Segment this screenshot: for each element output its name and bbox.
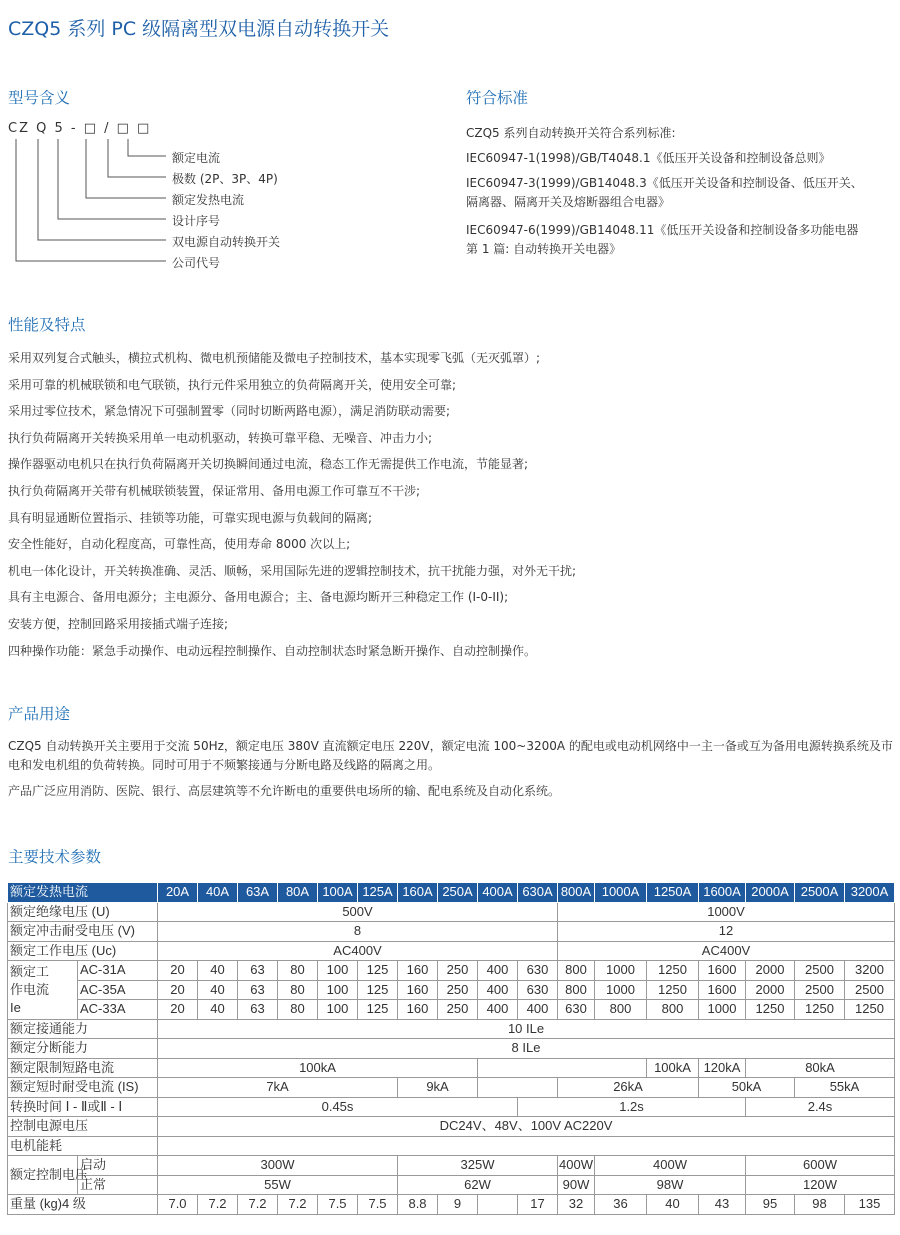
- table-cell: 160: [398, 961, 438, 981]
- table-cell: 250: [438, 980, 478, 1000]
- feature-item: 具有主电源合、备用电源分；主电源分、备用电源合；主、备电源均断开三种稳定工作 (I-0-II);: [8, 590, 509, 605]
- table-cell: 7kA: [158, 1078, 398, 1098]
- table-cell: 98: [795, 1195, 845, 1215]
- row-label: 额定分断能力: [8, 1039, 158, 1059]
- table-cell: 90W: [558, 1175, 595, 1195]
- header-cell: 800A: [558, 883, 595, 903]
- bracket-line-1: [128, 139, 166, 156]
- feature-item: 机电一体化设计，开关转换准确、灵活、顺畅，采用国际先进的逻辑控制技术，抗干扰能力强，对外无干扰;: [8, 563, 577, 578]
- table-cell: 300W: [158, 1156, 398, 1176]
- table-row: [8, 902, 895, 922]
- legend-poles: 极数 (2P、3P、4P): [172, 172, 278, 186]
- table-row: [8, 1195, 895, 1215]
- table-cell: 2500: [795, 961, 845, 981]
- table-cell: 40: [198, 980, 238, 1000]
- table-cell: 1600: [699, 980, 746, 1000]
- header-cell: 250A: [438, 883, 478, 903]
- model-code: CZ Q 5 - □ / □ □: [8, 121, 152, 136]
- table-cell: 160: [398, 1000, 438, 1020]
- row-label: 额定冲击耐受电压 (V): [8, 922, 158, 942]
- table-cell: 9kA: [398, 1078, 478, 1098]
- table-cell: 40: [198, 961, 238, 981]
- table-row: [8, 941, 895, 961]
- standards-line: CZQ5 系列自动转换开关符合系列标准:: [466, 126, 676, 140]
- bracket-line-4: [58, 139, 166, 219]
- row-label-work-current: [8, 961, 78, 1020]
- table-cell: 100: [318, 980, 358, 1000]
- table-cell: 630: [518, 961, 558, 981]
- table-cell: 400W: [558, 1156, 595, 1176]
- table-cell: 40: [647, 1195, 699, 1215]
- row-label: 额定短时耐受电流 (IS): [8, 1078, 158, 1098]
- header-cell: 3200A: [845, 883, 895, 903]
- table-cell: 10 ILe: [158, 1019, 895, 1039]
- table-cell: 2500: [845, 980, 895, 1000]
- table-cell: 36: [595, 1195, 647, 1215]
- table-cell: 43: [699, 1195, 746, 1215]
- table-cell: 1250: [647, 980, 699, 1000]
- row-label: 额定绝缘电压 (U): [8, 902, 158, 922]
- legend-design-number: 设计序号: [172, 214, 221, 228]
- table-cell: 630: [518, 980, 558, 1000]
- table-cell: 7.2: [278, 1195, 318, 1215]
- feature-item: 操作器驱动电机只在执行负荷隔离开关切换瞬间通过电流，稳态工作无需提供工作电流，节能显著;: [8, 457, 529, 472]
- table-row: [8, 1058, 895, 1078]
- usage-heading: 产品用途: [8, 705, 71, 723]
- table-cell: 32: [558, 1195, 595, 1215]
- header-cell: 400A: [478, 883, 518, 903]
- table-cell: 55kA: [795, 1078, 895, 1098]
- table-cell: 135: [845, 1195, 895, 1215]
- table-row: [8, 1019, 895, 1039]
- table-cell: 8: [158, 922, 558, 942]
- table-cell: 100: [318, 1000, 358, 1020]
- table-cell: 400W: [595, 1156, 746, 1176]
- table-row: [8, 1117, 895, 1137]
- table-row: [8, 1039, 895, 1059]
- table-cell: 7.5: [318, 1195, 358, 1215]
- table-cell: 800: [558, 980, 595, 1000]
- header-cell: 1000A: [595, 883, 647, 903]
- table-cell: 2500: [795, 980, 845, 1000]
- model-heading: 型号含义: [8, 89, 71, 107]
- row-label: 额定接通能力: [8, 1019, 158, 1039]
- standards-line: IEC60947-3(1999)/GB14048.3《低压开关设备和控制设备、低压开关、: [466, 176, 863, 190]
- row-label: 电机能耗: [8, 1136, 158, 1156]
- table-cell: 250: [438, 961, 478, 981]
- table-row: [8, 1078, 895, 1098]
- row-sublabel: AC-35A: [78, 980, 158, 1000]
- table-cell: 500V: [158, 902, 558, 922]
- header-cell: 2500A: [795, 883, 845, 903]
- table-cell: 8 ILe: [158, 1039, 895, 1059]
- header-cell: 80A: [278, 883, 318, 903]
- table-row: [8, 1097, 895, 1117]
- table-cell: 40: [198, 1000, 238, 1020]
- work-current-label-1: 额定工: [10, 963, 50, 979]
- standards-heading: 符合标准: [466, 89, 529, 107]
- table-cell: 400: [478, 1000, 518, 1020]
- feature-item: 执行负荷隔离开关带有机械联锁装置，保证常用、备用电源工作可靠互不干涉;: [8, 483, 421, 498]
- table-cell: AC400V: [558, 941, 895, 961]
- table-row: [8, 922, 895, 942]
- standards-line: IEC60947-6(1999)/GB14048.11《低压开关设备和控制设备多功能电器: [466, 223, 859, 237]
- legend-ats: 双电源自动转换开关: [172, 235, 281, 249]
- header-cell: 2000A: [746, 883, 795, 903]
- table-cell: 125: [358, 961, 398, 981]
- header-cell: 160A: [398, 883, 438, 903]
- table-cell: 100kA: [158, 1058, 478, 1078]
- table-cell: AC400V: [158, 941, 558, 961]
- table-cell: 1250: [845, 1000, 895, 1020]
- row-label: 重量 (kg)4 级: [8, 1195, 158, 1215]
- table-cell: 80kA: [746, 1058, 895, 1078]
- table-row: [8, 1156, 895, 1176]
- table-cell: 2000: [746, 980, 795, 1000]
- standards-line: 第 1 篇: 自动转换开关电器》: [466, 242, 622, 256]
- feature-item: 安全性能好，自动化程度高，可靠性高，使用寿命 8000 次以上;: [8, 537, 351, 552]
- table-cell: 12: [558, 922, 895, 942]
- table-row: [8, 1136, 895, 1156]
- table-cell: [478, 1195, 518, 1215]
- row-sublabel: AC-31A: [78, 961, 158, 981]
- table-row: [8, 1000, 895, 1020]
- header-cell: 40A: [198, 883, 238, 903]
- table-cell: 0.45s: [158, 1097, 518, 1117]
- table-cell: 1.2s: [518, 1097, 746, 1117]
- table-cell: 1250: [746, 1000, 795, 1020]
- spec-table: [7, 882, 895, 1215]
- table-cell: 160: [398, 980, 438, 1000]
- bracket-line-5: [38, 139, 166, 240]
- features-list: [8, 345, 893, 664]
- table-cell: 100kA: [647, 1058, 699, 1078]
- legend-rated-current: 额定电流: [172, 151, 221, 165]
- table-cell: 400: [518, 1000, 558, 1020]
- table-cell: 120kA: [699, 1058, 746, 1078]
- page-title: CZQ5 系列 PC 级隔离型双电源自动转换开关: [8, 18, 390, 40]
- table-cell: 7.2: [198, 1195, 238, 1215]
- table-cell: 1250: [647, 961, 699, 981]
- table-cell: 100: [318, 961, 358, 981]
- table-cell: 80: [278, 961, 318, 981]
- table-cell: 63: [238, 961, 278, 981]
- feature-item: 安装方便，控制回路采用接插式端子连接;: [8, 616, 229, 631]
- usage-paragraph-2: 产品广泛应用消防、医院、银行、高层建筑等不允许断电的重要供电场所的输、配电系统及自动化系统。: [8, 784, 561, 798]
- table-cell: 26kA: [558, 1078, 699, 1098]
- table-cell: 8.8: [398, 1195, 438, 1215]
- row-sublabel: 启动: [78, 1156, 158, 1176]
- table-cell: 1000V: [558, 902, 895, 922]
- table-cell: 1000: [699, 1000, 746, 1020]
- table-cell: 120W: [746, 1175, 895, 1195]
- row-label: 额定工作电压 (Uc): [8, 941, 158, 961]
- table-cell: 400: [478, 980, 518, 1000]
- legend-thermal-current: 额定发热电流: [172, 193, 245, 207]
- header-cell: 630A: [518, 883, 558, 903]
- standards-line: 隔离器、隔离开关及熔断器组合电器》: [466, 195, 671, 209]
- header-cell: 1250A: [647, 883, 699, 903]
- table-cell: 1000: [595, 980, 647, 1000]
- table-cell: 7.5: [358, 1195, 398, 1215]
- table-cell: [158, 1136, 895, 1156]
- table-header-row: [8, 883, 895, 903]
- usage-paragraph-1: CZQ5 自动转换开关主要用于交流 50Hz，额定电压 380V 直流额定电压 220V，额定电流 100~3200A 的配电或电动机网络中一主一备或互为备用电源转换系统及市电和发电机组的负荷转换。同时可用于不频繁接通与分断电路及线路的隔离之用。: [8, 739, 893, 772]
- feature-item: 具有明显通断位置指示、挂锁等功能，可靠实现电源与负载间的隔离;: [8, 510, 373, 525]
- bracket-line-3: [86, 139, 166, 198]
- header-cell: 63A: [238, 883, 278, 903]
- table-cell: 7.0: [158, 1195, 198, 1215]
- table-cell: 1000: [595, 961, 647, 981]
- row-label: 额定限制短路电流: [8, 1058, 158, 1078]
- work-current-label-3: Ie: [10, 999, 21, 1015]
- bracket-line-2: [108, 139, 166, 177]
- table-cell: [478, 1058, 647, 1078]
- table-cell: 80: [278, 980, 318, 1000]
- work-current-label-2: 作电流: [10, 981, 50, 997]
- feature-item: 采用可靠的机械联锁和电气联锁，执行元件采用独立的负荷隔离开关，使用安全可靠;: [8, 377, 457, 392]
- row-label: 额定控制电压: [8, 1156, 78, 1195]
- row-sublabel: AC-33A: [78, 1000, 158, 1020]
- row-label: 控制电源电压: [8, 1117, 158, 1137]
- table-cell: DC24V、48V、100V AC220V: [158, 1117, 895, 1137]
- feature-item: 采用过零位技术，紧急情况下可强制置零（同时切断两路电源），满足消防联动需要;: [8, 404, 451, 419]
- table-cell: 20: [158, 961, 198, 981]
- table-cell: [478, 1078, 558, 1098]
- table-cell: 98W: [595, 1175, 746, 1195]
- row-label: 转换时间 Ⅰ - Ⅱ或Ⅱ - Ⅰ: [8, 1097, 158, 1117]
- table-row: [8, 1175, 895, 1195]
- table-cell: 20: [158, 1000, 198, 1020]
- table-cell: 800: [595, 1000, 647, 1020]
- standards-line: IEC60947-1(1998)/GB/T4048.1《低压开关设备和控制设备总则》: [466, 151, 831, 165]
- table-cell: 2000: [746, 961, 795, 981]
- table-cell: 125: [358, 1000, 398, 1020]
- header-cell: 20A: [158, 883, 198, 903]
- table-cell: 250: [438, 1000, 478, 1020]
- legend-company-code: 公司代号: [172, 256, 221, 270]
- specs-heading: 主要技术参数: [8, 848, 102, 866]
- table-cell: 17: [518, 1195, 558, 1215]
- table-cell: 50kA: [699, 1078, 795, 1098]
- table-cell: 95: [746, 1195, 795, 1215]
- table-cell: 63: [238, 980, 278, 1000]
- table-cell: 800: [647, 1000, 699, 1020]
- table-cell: 63: [238, 1000, 278, 1020]
- table-cell: 80: [278, 1000, 318, 1020]
- header-cell: 100A: [318, 883, 358, 903]
- feature-item: 执行负荷隔离开关转换采用单一电动机驱动，转换可靠平稳、无噪音、冲击力小;: [8, 430, 433, 445]
- table-cell: 1600: [699, 961, 746, 981]
- table-cell: 20: [158, 980, 198, 1000]
- header-cell: 1600A: [699, 883, 746, 903]
- table-cell: 600W: [746, 1156, 895, 1176]
- table-cell: 800: [558, 961, 595, 981]
- feature-item: 四种操作功能：紧急手动操作、电动远程控制操作、自动控制状态时紧急断开操作、自动控制操作。: [8, 643, 537, 658]
- features-heading: 性能及特点: [8, 316, 86, 334]
- table-cell: 400: [478, 961, 518, 981]
- row-sublabel: 正常: [78, 1175, 158, 1195]
- table-cell: 125: [358, 980, 398, 1000]
- table-cell: 2.4s: [746, 1097, 895, 1117]
- table-cell: 1250: [795, 1000, 845, 1020]
- feature-item: 采用双列复合式触头，横拉式机构、微电机预储能及微电子控制技术，基本实现零飞弧（无灭弧罩）;: [8, 351, 541, 365]
- table-cell: 62W: [398, 1175, 558, 1195]
- header-label: 额定发热电流: [8, 883, 158, 903]
- table-cell: 9: [438, 1195, 478, 1215]
- table-row: [8, 961, 895, 981]
- table-cell: 3200: [845, 961, 895, 981]
- table-cell: 55W: [158, 1175, 398, 1195]
- table-cell: 7.2: [238, 1195, 278, 1215]
- header-cell: 125A: [358, 883, 398, 903]
- table-cell: 630: [558, 1000, 595, 1020]
- table-row: [8, 980, 895, 1000]
- table-cell: 325W: [398, 1156, 558, 1176]
